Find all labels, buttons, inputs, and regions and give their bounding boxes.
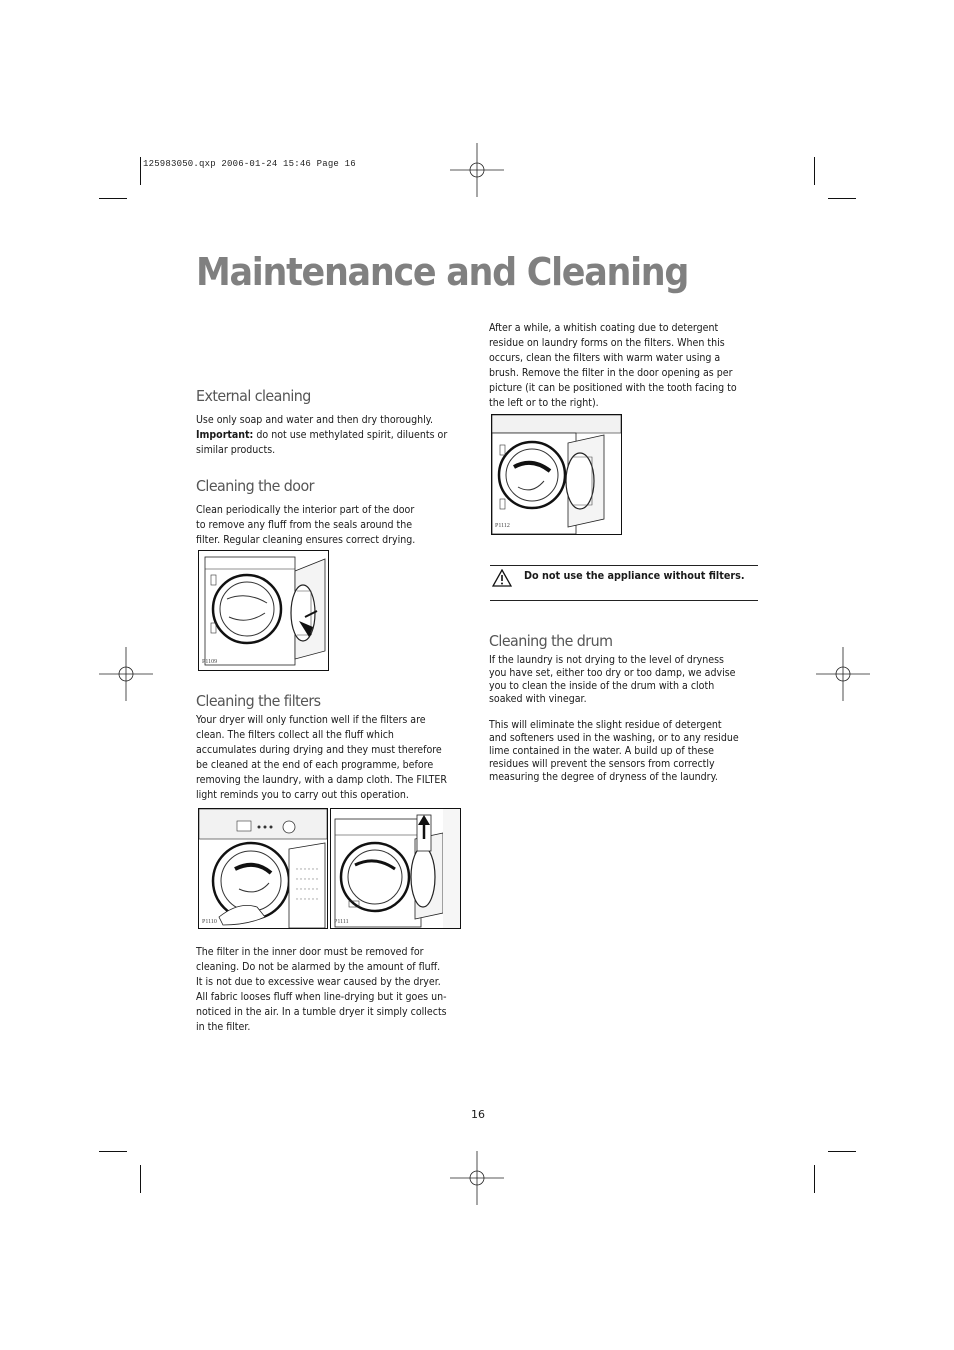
heading-cleaning-drum: Cleaning the drum — [489, 632, 613, 650]
registration-mark-icon — [99, 647, 153, 701]
registration-mark-icon — [816, 647, 870, 701]
important-label: Important: — [196, 430, 254, 441]
figure-code: P1109 — [202, 659, 218, 665]
crop-mark — [814, 157, 815, 185]
crop-mark — [814, 1165, 815, 1193]
important-text: do not use methylated spirit, diluents or similar products. — [196, 430, 448, 456]
coating-text: After a while, a whitish coating due to detergent residue on laundry forms on the filters. When this occurs, clean the filters with warm water using a brush. Remove the filter in the door opening as per picture (it can be positioned with the tooth facing to the left or to the right). — [489, 323, 737, 409]
warning-box — [490, 565, 758, 601]
warning-triangle-icon — [492, 569, 512, 587]
figure-door-cleaning — [198, 550, 329, 671]
page-title: Maintenance and Cleaning — [196, 250, 689, 294]
heading-external-cleaning: External cleaning — [196, 387, 311, 405]
figure-code: P1112 — [495, 523, 510, 529]
cleaning-drum-text: If the laundry is not drying to the level of dryness you have set, either too dry or too damp, we advise you to clean the inside of the drum with a cloth soaked with vinegar. — [489, 655, 736, 705]
figure-code: P1111 — [334, 919, 349, 925]
external-cleaning-text — [196, 413, 461, 458]
page-number: 16 — [471, 1108, 485, 1121]
crop-mark — [828, 1151, 856, 1152]
figure-filter-remove — [330, 808, 461, 929]
figure-filter-coating — [491, 414, 622, 535]
print-slug-line: 125983050.qxp 2006-01-24 15:46 Page 16 — [143, 159, 356, 169]
crop-mark — [99, 1151, 127, 1152]
cleaning-filters-text: Your dryer will only function well if the filters are clean. The filters collect all the fluff which accumulates during drying and they must therefore be cleaned at the end of each programme, before removing the laundry, with a damp cloth. The FILTER light reminds you to carry out this operation. — [196, 715, 447, 801]
heading-cleaning-filters: Cleaning the filters — [196, 692, 321, 710]
heading-cleaning-door: Cleaning the door — [196, 477, 314, 495]
crop-mark — [828, 198, 856, 199]
filter-inner-door-text: The filter in the inner door must be removed for cleaning. Do not be alarmed by the amount of fluff. It is not due to excessive wear caused by the dryer. All fabric looses fluff when line-drying but it goes un-noticed in the air. In a tumble dryer it simply collects in the filter. — [196, 947, 447, 1033]
crop-mark — [99, 198, 127, 199]
cleaning-drum-text-2: This will eliminate the slight residue of detergent and softeners used in the washing, or to any residue lime contained in the water. A build up of these residues will prevent the sensors from correctly measuring the degree of dryness of the laundry. — [489, 720, 739, 783]
registration-mark-icon — [450, 143, 504, 197]
figure-filter-wipe — [198, 808, 328, 929]
crop-mark — [140, 1165, 141, 1193]
external-cleaning-plain: Use only soap and water and then dry thoroughly. — [196, 415, 434, 426]
warning-text: Do not use the appliance without filters. — [524, 570, 745, 582]
crop-mark — [140, 157, 141, 185]
figure-code: P1110 — [202, 919, 217, 925]
registration-mark-icon — [450, 1151, 504, 1205]
cleaning-door-text: Clean periodically the interior part of the door to remove any fluff from the seals around the filter. Regular cleaning ensures correct drying. — [196, 505, 416, 546]
